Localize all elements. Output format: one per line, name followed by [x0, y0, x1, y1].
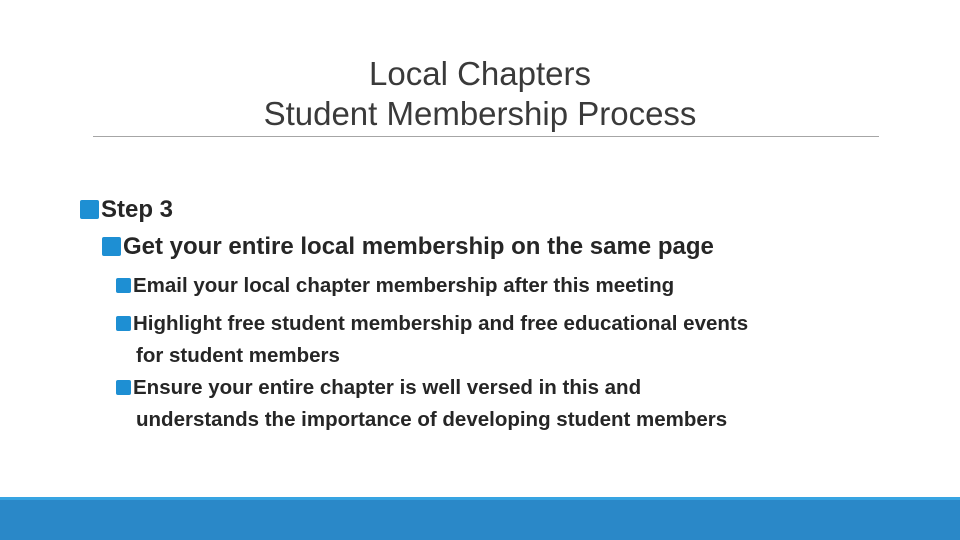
- bullet-step-text: Step 3: [101, 196, 174, 223]
- square-bullet-icon: [116, 380, 131, 395]
- bullet-heading: [102, 232, 714, 262]
- title-line-2: Student Membership Process: [263, 95, 697, 132]
- square-bullet-icon: [80, 200, 99, 219]
- square-bullet-icon: [116, 316, 131, 331]
- bullet-heading-text: Get your entire local membership on the same page: [123, 233, 714, 260]
- sub-bullet-text: Ensure your entire chapter is well versed in this and: [133, 376, 642, 399]
- sub-bullet-email: [116, 270, 674, 302]
- sub-bullet-text: Email your local chapter membership after this meeting: [133, 274, 675, 297]
- bullet-step: [80, 195, 173, 225]
- sub-bullet-text: Highlight free student membership and free educational events: [133, 312, 749, 335]
- sub-bullet-ensure: [116, 372, 727, 436]
- sub-bullet-highlight: [116, 308, 748, 372]
- square-bullet-icon: [116, 278, 131, 293]
- title-underline: [93, 136, 879, 137]
- sub-bullet-text-continued: understands the importance of developing student members: [136, 408, 728, 431]
- sub-bullet-text-continued: for student members: [136, 344, 340, 367]
- footer-bar: [0, 497, 960, 540]
- square-bullet-icon: [102, 237, 121, 256]
- slide-title: [90, 54, 870, 134]
- title-line-1: Local Chapters: [369, 55, 591, 92]
- footer-bar-edge: [0, 497, 960, 500]
